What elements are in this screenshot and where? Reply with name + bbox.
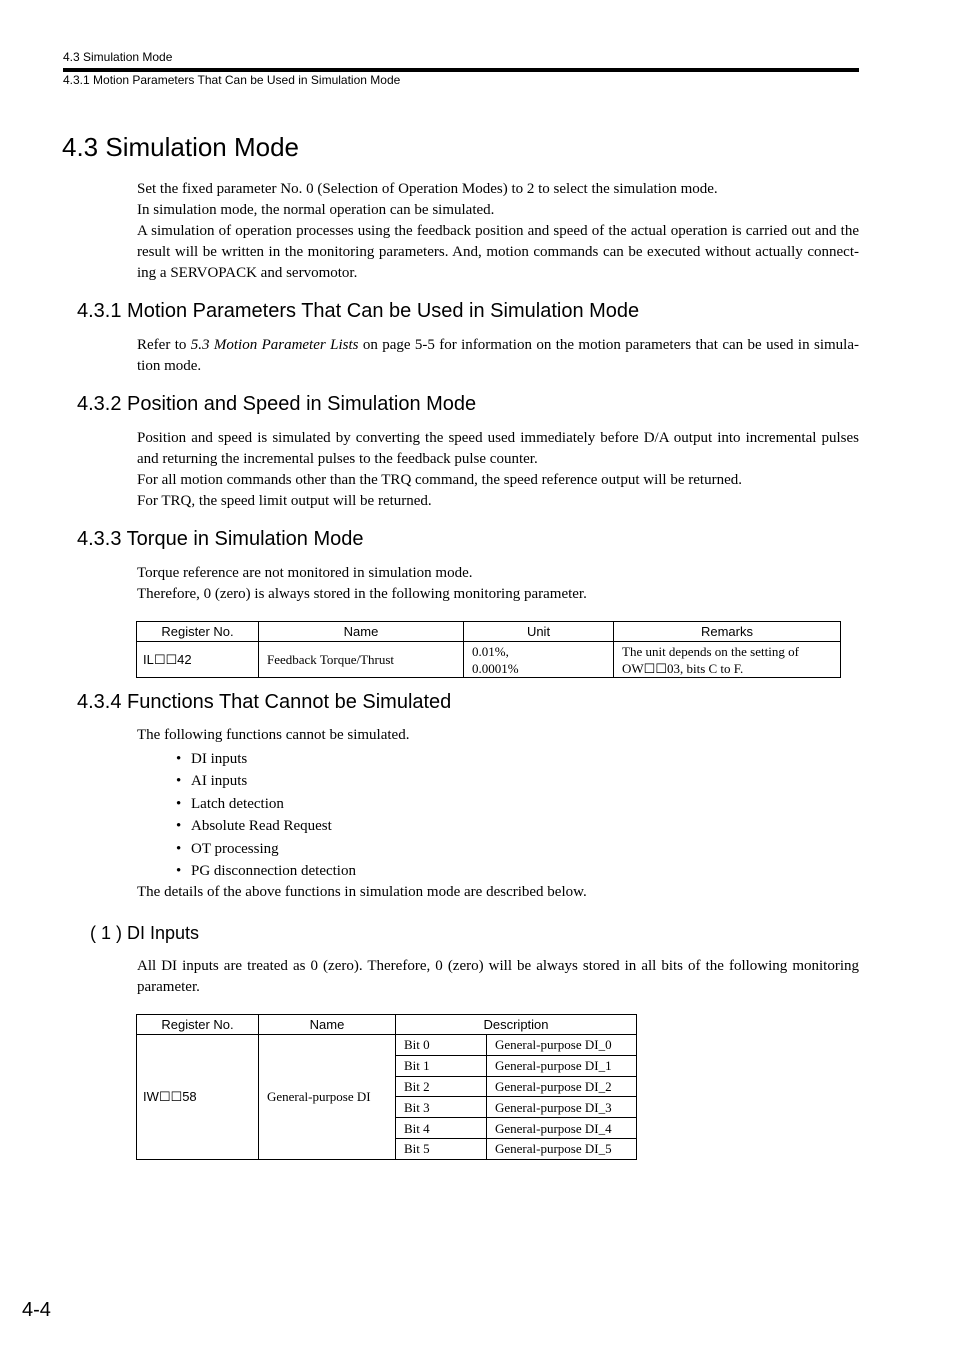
bullet-icon: • xyxy=(176,773,182,790)
bit-cell: Bit 4 xyxy=(396,1118,487,1139)
description-cell: General-purpose DI_4 xyxy=(487,1118,637,1139)
bullet-icon: • xyxy=(176,751,182,767)
section-4-3-3-text xyxy=(137,563,859,605)
s434-intro: The following functions cannot be simulated. xyxy=(137,727,410,743)
register-cell: IL☐☐42 xyxy=(137,642,259,678)
list-item-label: PG disconnection detection xyxy=(191,862,356,879)
heading-4-3-4: 4.3.4 Functions That Cannot be Simulated xyxy=(77,691,452,713)
description-cell: General-purpose DI_0 xyxy=(487,1035,637,1056)
bit-cell: Bit 5 xyxy=(396,1138,487,1159)
s433-line-2: Therefore, 0 (zero) is always stored in the following monitoring parameter. xyxy=(137,586,587,602)
col-header-name: Name xyxy=(259,622,464,642)
col-header-register: Register No. xyxy=(137,1015,259,1035)
di-inputs-text: All DI inputs are treated as 0 (zero). Therefore, 0 (zero) will be always stored in all bits of the following monitoring parameter. xyxy=(137,958,859,995)
name-cell: General-purpose DI xyxy=(259,1035,396,1160)
header-rule xyxy=(63,68,859,72)
bit-cell: Bit 0 xyxy=(396,1035,487,1056)
heading-4-3-2: 4.3.2 Position and Speed in Simulation Mode xyxy=(77,393,477,415)
description-cell: General-purpose DI_3 xyxy=(487,1097,637,1118)
col-header-remarks: Remarks xyxy=(614,622,841,642)
list-item xyxy=(176,793,356,815)
description-cell: General-purpose DI_5 xyxy=(487,1138,637,1159)
page-title: 4.3 Simulation Mode xyxy=(62,132,300,162)
s432-line-3: For TRQ, the speed limit output will be returned. xyxy=(137,493,432,509)
bullet-icon: • xyxy=(176,862,182,879)
bullet-icon: • xyxy=(176,840,182,857)
list-item-label: AI inputs xyxy=(191,773,248,790)
heading-di-inputs: ( 1 ) DI Inputs xyxy=(90,923,200,943)
list-item xyxy=(176,860,356,882)
running-header-section: 4.3 Simulation Mode xyxy=(63,50,173,64)
col-header-name: Name xyxy=(259,1015,396,1035)
list-item-label: DI inputs xyxy=(191,751,248,767)
list-item-label: Absolute Read Request xyxy=(191,818,332,835)
description-cell: General-purpose DI_2 xyxy=(487,1076,637,1097)
remarks-cell xyxy=(614,642,841,678)
list-item-label: OT processing xyxy=(191,840,279,857)
bullet-icon: • xyxy=(176,795,182,812)
register-cell: IW☐☐58 xyxy=(137,1035,259,1160)
page-number: 4-4 xyxy=(22,1299,51,1321)
table-header-row xyxy=(137,1015,637,1035)
ref-text-after: on page 5-5 for information on the motion parameters that can be used in simula-tion mode. xyxy=(137,337,859,374)
s432-line-2: For all motion commands other than the TRQ command, the speed reference output will be returned. xyxy=(137,472,742,488)
heading-4-3-3: 4.3.3 Torque in Simulation Mode xyxy=(77,528,364,550)
list-item-label: Latch detection xyxy=(191,795,284,812)
unit-line-1: 0.01%, xyxy=(472,643,509,659)
list-item xyxy=(176,838,356,860)
torque-monitor-table xyxy=(136,621,841,678)
list-item xyxy=(176,770,356,792)
unsupported-functions-list xyxy=(176,748,356,882)
intro-line-1: Set the fixed parameter No. 0 (Selection of Operation Modes) to 2 to select the simulation mode. xyxy=(137,181,718,197)
section-4-3-1-text xyxy=(137,335,859,377)
col-header-description: Description xyxy=(396,1015,637,1035)
ref-text-before: Refer to xyxy=(137,337,191,353)
col-header-unit: Unit xyxy=(464,622,614,642)
name-cell: Feedback Torque/Thrust xyxy=(259,642,464,678)
bit-cell: Bit 2 xyxy=(396,1076,487,1097)
description-cell: General-purpose DI_1 xyxy=(487,1055,637,1076)
bit-cell: Bit 1 xyxy=(396,1055,487,1076)
table-row xyxy=(137,642,841,678)
s432-line-1: Position and speed is simulated by converting the speed used immediately before D/A output into incremental pulses and returning the incremental pulses to the feedback pulse counter. xyxy=(137,430,859,467)
section-4-3-2-text xyxy=(137,428,859,512)
intro-paragraph xyxy=(137,179,859,284)
list-item xyxy=(176,815,356,837)
s433-line-1: Torque reference are not monitored in simulation mode. xyxy=(137,565,473,581)
running-header-subsection: 4.3.1 Motion Parameters That Can be Used in Simulation Mode xyxy=(63,73,401,87)
bullet-icon: • xyxy=(176,818,182,835)
table-header-row xyxy=(137,622,841,642)
di-monitor-table xyxy=(136,1014,637,1160)
unit-cell xyxy=(464,642,614,678)
s434-outro: The details of the above functions in simulation mode are described below. xyxy=(137,884,587,900)
heading-4-3-1: 4.3.1 Motion Parameters That Can be Used in Simulation Mode xyxy=(77,300,640,322)
list-item xyxy=(176,748,356,770)
remarks-line-2: OW☐☐03, bits C to F. xyxy=(622,660,744,676)
intro-line-3: A simulation of operation processes using the feedback position and speed of the actual operation is carried out and the result will be written in the monitoring parameters. And, motion commands can be executed without actually connect-ing a SERVOPACK and servomotor. xyxy=(137,223,859,281)
remarks-line-1: The unit depends on the setting of xyxy=(622,643,799,659)
ref-link[interactable]: 5.3 Motion Parameter Lists xyxy=(190,337,359,353)
col-header-register: Register No. xyxy=(137,622,259,642)
intro-line-2: In simulation mode, the normal operation can be simulated. xyxy=(137,202,495,218)
bit-cell: Bit 3 xyxy=(396,1097,487,1118)
table-row xyxy=(137,1035,637,1056)
unit-line-2: 0.0001% xyxy=(472,660,519,676)
